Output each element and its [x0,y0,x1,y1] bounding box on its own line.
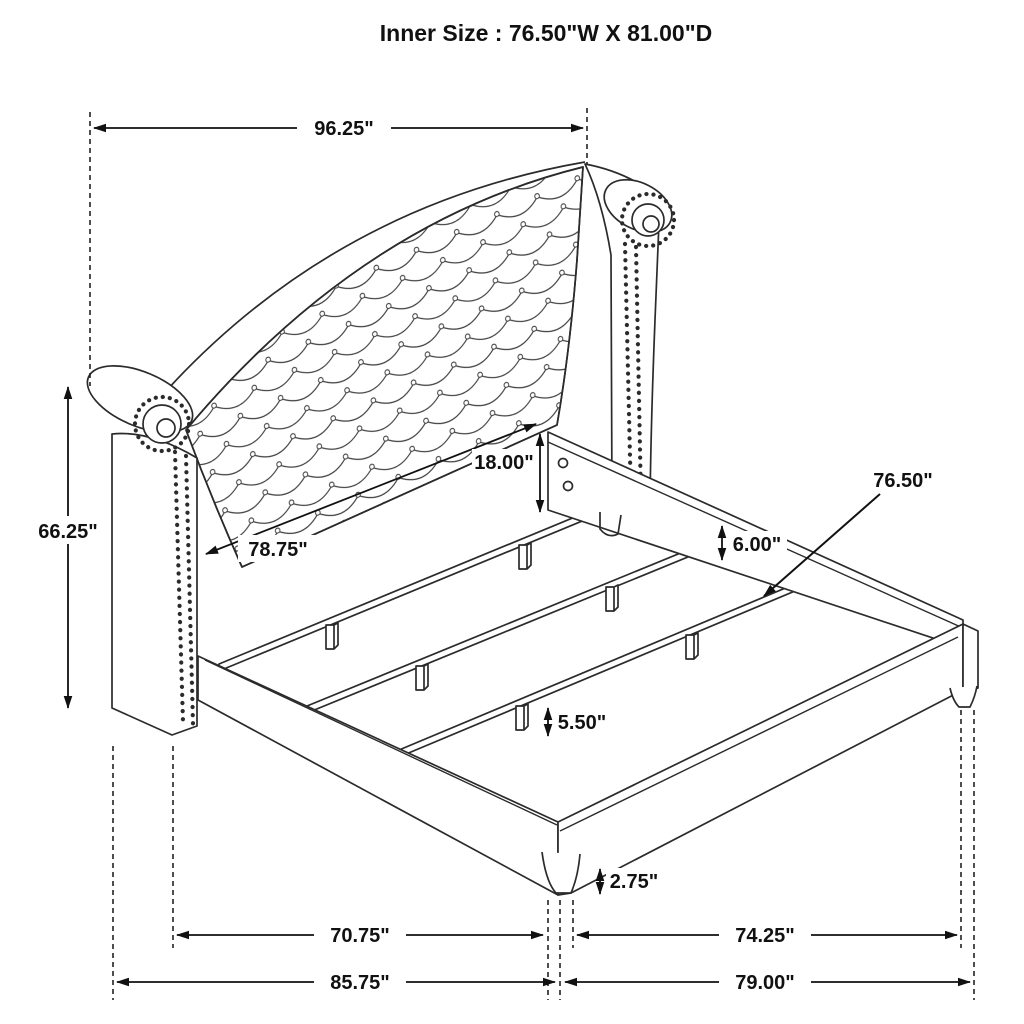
dim-side-rail-board-height [722,526,787,560]
dim-foot-height [600,868,664,894]
dim-foot-rail-inner-width [577,920,957,948]
dim-label-slat-leg-height: 5.50" [557,712,607,734]
dim-label-headboard-width: 78.75" [248,539,308,561]
dim-label-headboard-height: 66.25" [38,521,98,543]
dim-overall-width [94,112,583,140]
dim-label-foot-height: 2.75" [609,871,659,893]
slat-leg [416,664,428,690]
slat-leg [519,543,531,569]
dim-label-overall-width: 96.25" [314,118,374,140]
dim-label-overall-depth: 85.75" [330,972,390,994]
headboard-tufted-face [186,167,583,567]
dim-overall-foot-width [565,967,970,995]
dim-slat-leg-height [548,708,612,736]
foot-rail-end-cap [963,624,978,690]
right-foot [950,686,977,707]
dim-overall-depth [117,967,555,995]
dim-label-overall-foot-width: 79.00" [735,972,795,994]
dim-label-rail-clearance: 18.00" [474,452,534,474]
dim-headboard-height [33,387,103,708]
dim-side-rail-inner-length [177,920,543,948]
slat-leg [686,633,698,659]
left-side-rail [198,656,558,895]
slat-leg [516,704,528,730]
dim-label-foot-rail-inner: 74.25" [735,925,795,947]
dim-label-side-rail-height: 6.00" [732,534,782,556]
page-title: Inner Size : 76.50"W X 81.00"D [379,20,713,46]
bed-drawing [78,162,978,895]
dim-label-side-rail-inner: 70.75" [330,925,390,947]
dim-label-slat-length: 76.50" [873,470,933,492]
headboard-right-wing [585,164,681,503]
slat-leg [326,623,338,649]
slat-leg [606,585,618,611]
